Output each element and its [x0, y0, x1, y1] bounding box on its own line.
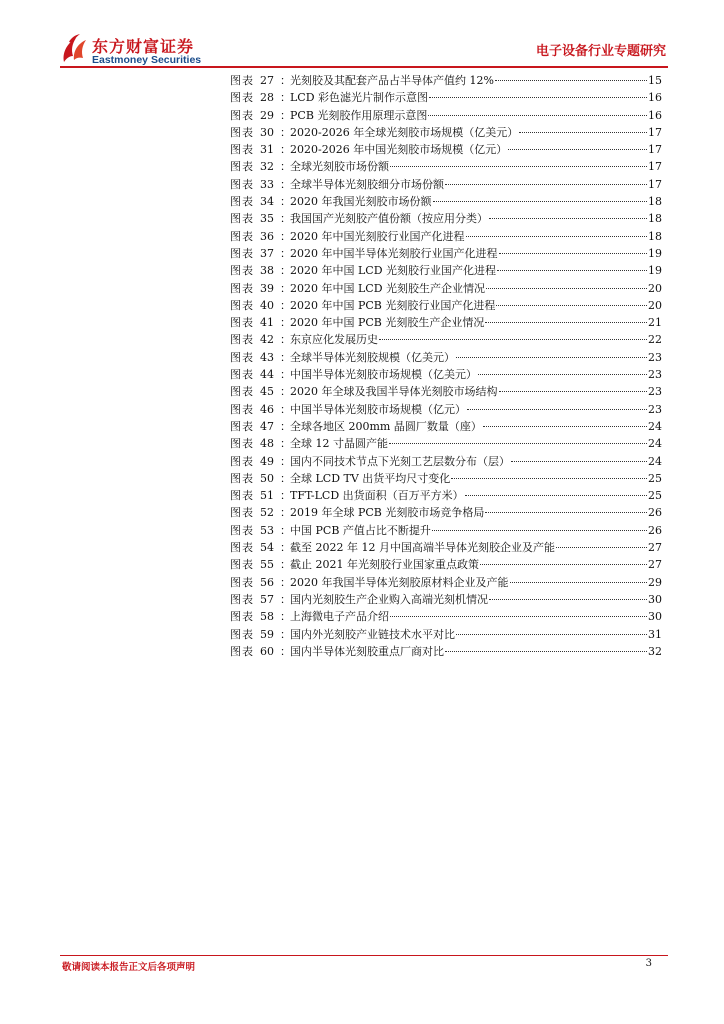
- toc-entry-page: 17: [648, 177, 662, 191]
- toc-entry-label: 图表: [230, 419, 254, 433]
- toc-entry[interactable]: [230, 435, 662, 452]
- toc-entry[interactable]: [230, 72, 662, 89]
- toc-entry[interactable]: [230, 591, 662, 608]
- toc-entry-label: 图表: [230, 74, 254, 87]
- toc-entry-title: 中国 PCB 产值占比不断提升: [290, 523, 431, 537]
- toc-entry-leader: [429, 97, 647, 98]
- toc-entry-leader: [389, 443, 647, 444]
- toc-entry-title: 2019 年全球 PCB 光刻胶市场竞争格局: [290, 506, 485, 520]
- toc-entry-page: 30: [648, 610, 662, 624]
- toc-entry-page: 27: [648, 541, 662, 555]
- toc-entry-separator: ：: [280, 644, 291, 658]
- toc-entry-number: 41: [260, 316, 274, 330]
- toc-entry-separator: ：: [280, 125, 291, 139]
- toc-entry[interactable]: [230, 297, 662, 314]
- toc-entry-title: 2020 年中国 PCB 光刻胶行业国产化进程: [290, 298, 496, 312]
- toc-entry-page: 22: [648, 333, 662, 347]
- figure-index-list: [230, 72, 662, 660]
- toc-entry-title: 国内外光刻胶产业链技术水平对比: [290, 627, 455, 641]
- toc-entry-page: 20: [648, 281, 662, 295]
- toc-entry-label: 图表: [230, 91, 254, 105]
- toc-entry-separator: ：: [280, 454, 291, 468]
- toc-entry-number: 50: [260, 471, 274, 485]
- footer-disclaimer: 敬请阅读本报告正文后各项声明: [62, 962, 196, 973]
- toc-entry-title: 全球 LCD TV 出货平均尺寸变化: [290, 471, 451, 485]
- toc-entry-label: 图表: [230, 592, 254, 606]
- toc-entry-leader: [466, 236, 648, 237]
- toc-entry-page: 30: [648, 592, 662, 606]
- toc-entry-leader: [519, 132, 647, 133]
- toc-entry-label: 图表: [230, 558, 254, 572]
- toc-entry[interactable]: [230, 626, 662, 643]
- toc-entry-leader: [499, 391, 648, 392]
- toc-entry-label: 图表: [230, 229, 254, 243]
- toc-entry[interactable]: [230, 453, 662, 470]
- toc-entry-separator: ：: [280, 195, 291, 209]
- toc-entry[interactable]: [230, 504, 662, 521]
- toc-entry-separator: ：: [280, 575, 291, 589]
- toc-entry-page: 20: [648, 298, 662, 312]
- toc-entry-page: 15: [648, 74, 662, 87]
- toc-entry-label: 图表: [230, 644, 254, 658]
- toc-entry-number: 51: [260, 489, 274, 503]
- toc-entry-title: 全球半导体光刻胶规模（亿美元）: [290, 350, 455, 364]
- toc-entry-label: 图表: [230, 246, 254, 260]
- toc-entry-label: 图表: [230, 489, 254, 503]
- toc-entry-label: 图表: [230, 610, 254, 624]
- toc-entry-number: 49: [260, 454, 274, 468]
- toc-entry-title: 全球半导体光刻胶细分市场份额: [290, 177, 444, 191]
- toc-entry-page: 27: [648, 558, 662, 572]
- toc-entry-title: 2020 年中国 PCB 光刻胶生产企业情况: [290, 316, 485, 330]
- header-divider: [60, 66, 668, 68]
- toc-entry-page: 31: [648, 627, 662, 641]
- toc-entry-separator: ：: [280, 160, 291, 174]
- toc-entry-separator: ：: [280, 212, 291, 226]
- toc-entry-label: 图表: [230, 385, 254, 399]
- toc-entry-leader: [496, 305, 647, 306]
- toc-entry-number: 46: [260, 402, 274, 416]
- toc-entry-number: 34: [260, 195, 274, 209]
- toc-entry-label: 图表: [230, 350, 254, 364]
- toc-entry-leader: [456, 357, 647, 358]
- toc-entry-label: 图表: [230, 212, 254, 226]
- toc-entry-page: 19: [648, 246, 662, 260]
- toc-entry-separator: ：: [280, 385, 291, 399]
- toc-entry-leader: [480, 564, 647, 565]
- toc-entry[interactable]: [230, 418, 662, 435]
- toc-entry-number: 52: [260, 506, 274, 520]
- toc-entry-title: PCB 光刻胶作用原理示意图: [290, 108, 428, 122]
- toc-entry-label: 图表: [230, 575, 254, 589]
- toc-entry-leader: [486, 288, 647, 289]
- toc-entry[interactable]: [230, 107, 662, 124]
- toc-entry-page: 29: [648, 575, 662, 589]
- toc-entry-leader: [432, 530, 647, 531]
- toc-entry-label: 图表: [230, 333, 254, 347]
- toc-entry[interactable]: [230, 608, 662, 625]
- toc-entry-page: 18: [648, 212, 662, 226]
- toc-entry-title: 截至 2022 年 12 月中国高端半导体光刻胶企业及产能: [290, 541, 555, 555]
- toc-entry-leader: [497, 270, 647, 271]
- toc-entry[interactable]: [230, 141, 662, 158]
- page-header: [0, 0, 724, 72]
- toc-entry-separator: ：: [280, 74, 291, 87]
- toc-entry[interactable]: [230, 89, 662, 106]
- toc-entry-page: 19: [648, 264, 662, 278]
- toc-entry-separator: ：: [280, 264, 291, 278]
- toc-entry-number: 38: [260, 264, 274, 278]
- toc-entry-leader: [465, 495, 647, 496]
- toc-entry[interactable]: [230, 228, 662, 245]
- toc-entry[interactable]: [230, 331, 662, 348]
- toc-entry[interactable]: [230, 210, 662, 227]
- toc-entry-separator: ：: [280, 108, 291, 122]
- toc-entry-label: 图表: [230, 454, 254, 468]
- toc-entry-separator: ：: [280, 437, 291, 451]
- toc-entry[interactable]: [230, 262, 662, 279]
- toc-entry[interactable]: [230, 176, 662, 193]
- toc-entry-label: 图表: [230, 195, 254, 209]
- toc-entry-page: 23: [648, 350, 662, 364]
- toc-entry-separator: ：: [280, 281, 291, 295]
- toc-entry-separator: ：: [280, 368, 291, 382]
- toc-entry-label: 图表: [230, 627, 254, 641]
- toc-entry-label: 图表: [230, 506, 254, 520]
- toc-entry-separator: ：: [280, 333, 291, 347]
- toc-entry-separator: ：: [280, 246, 291, 260]
- toc-entry-leader: [379, 339, 647, 340]
- toc-entry-leader: [511, 461, 647, 462]
- toc-entry-leader: [445, 184, 647, 185]
- toc-entry-label: 图表: [230, 437, 254, 451]
- toc-entry-number: 59: [260, 627, 274, 641]
- toc-entry-title: 国内光刻胶生产企业购入高端光刻机情况: [290, 592, 488, 606]
- toc-entry-page: 25: [648, 489, 662, 503]
- brand-name-en: Eastmoney Securities: [92, 54, 202, 66]
- toc-entry-separator: ：: [280, 471, 291, 485]
- toc-entry-title: 2020 年我国光刻胶市场份额: [290, 195, 432, 209]
- toc-entry-leader: [428, 115, 647, 116]
- toc-entry-title: 2020 年中国 LCD 光刻胶行业国产化进程: [290, 264, 497, 278]
- toc-entry-label: 图表: [230, 160, 254, 174]
- toc-entry-title: 2020 年我国半导体光刻胶原材料企业及产能: [290, 575, 509, 589]
- toc-entry-number: 60: [260, 644, 274, 658]
- toc-entry-page: 18: [648, 195, 662, 209]
- toc-entry-page: 17: [648, 143, 662, 157]
- toc-entry-label: 图表: [230, 298, 254, 312]
- toc-entry-leader: [485, 512, 647, 513]
- toc-entry-separator: ：: [280, 506, 291, 520]
- toc-entry-number: 44: [260, 368, 274, 382]
- toc-entry-separator: ：: [280, 402, 291, 416]
- toc-entry-label: 图表: [230, 281, 254, 295]
- toc-entry-number: 54: [260, 541, 274, 555]
- toc-entry-page: 24: [648, 419, 662, 433]
- toc-entry-page: 32: [648, 644, 662, 658]
- brand-name-cn: 东方财富证券: [92, 37, 195, 56]
- toc-entry[interactable]: [230, 487, 662, 504]
- toc-entry-title: 2020-2026 年全球光刻胶市场规模（亿美元）: [290, 125, 519, 139]
- toc-entry-title: 全球 12 寸晶圆产能: [290, 437, 388, 451]
- toc-entry-label: 图表: [230, 368, 254, 382]
- toc-entry-number: 32: [260, 160, 274, 174]
- toc-entry-number: 56: [260, 575, 274, 589]
- toc-entry-label: 图表: [230, 471, 254, 485]
- toc-entry-number: 30: [260, 125, 274, 139]
- toc-entry-separator: ：: [280, 316, 291, 330]
- report-title: 电子设备行业专题研究: [535, 44, 666, 59]
- toc-entry-leader: [390, 166, 647, 167]
- toc-entry-label: 图表: [230, 108, 254, 122]
- toc-entry-page: 18: [648, 229, 662, 243]
- toc-entry-leader: [495, 80, 647, 81]
- toc-entry-number: 40: [260, 298, 274, 312]
- toc-entry-title: 2020-2026 年中国光刻胶市场规模（亿元）: [290, 143, 508, 157]
- toc-entry[interactable]: [230, 556, 662, 573]
- toc-entry-page: 24: [648, 454, 662, 468]
- toc-entry-title: 国内不同技术节点下光刻工艺层数分布（层）: [290, 454, 510, 468]
- toc-entry[interactable]: [230, 193, 662, 210]
- toc-entry-number: 27: [260, 74, 274, 87]
- toc-entry-leader: [433, 201, 648, 202]
- toc-entry-label: 图表: [230, 125, 254, 139]
- toc-entry-number: 58: [260, 610, 274, 624]
- brand-mark-icon: [60, 32, 90, 66]
- toc-entry-title: 国内半导体光刻胶重点厂商对比: [290, 644, 444, 658]
- toc-entry-separator: ：: [280, 177, 291, 191]
- toc-entry[interactable]: [230, 124, 662, 141]
- toc-entry-leader: [445, 651, 647, 652]
- toc-entry-leader: [483, 426, 647, 427]
- toc-entry[interactable]: [230, 158, 662, 175]
- toc-entry-separator: ：: [280, 558, 291, 572]
- toc-entry[interactable]: [230, 245, 662, 262]
- toc-entry-number: 55: [260, 558, 274, 572]
- toc-entry[interactable]: [230, 401, 662, 418]
- toc-entry-title: 2020 年中国光刻胶行业国产化进程: [290, 229, 465, 243]
- toc-entry-page: 23: [648, 368, 662, 382]
- toc-entry-leader: [467, 409, 647, 410]
- toc-entry-title: 2020 年中国半导体光刻胶行业国产化进程: [290, 246, 498, 260]
- toc-entry-page: 24: [648, 437, 662, 451]
- toc-entry-title: LCD 彩色滤光片制作示意图: [290, 91, 429, 105]
- toc-entry-page: 26: [648, 523, 662, 537]
- toc-entry-label: 图表: [230, 143, 254, 157]
- toc-entry-page: 17: [648, 125, 662, 139]
- toc-entry[interactable]: [230, 366, 662, 383]
- page-number: 3: [645, 958, 652, 969]
- toc-entry-leader: [508, 149, 647, 150]
- toc-entry-title: 上海微电子产品介绍: [290, 610, 389, 624]
- toc-entry[interactable]: [230, 522, 662, 539]
- toc-entry-leader: [510, 582, 648, 583]
- toc-entry-label: 图表: [230, 402, 254, 416]
- toc-entry-title: 全球各地区 200mm 晶圆厂数量（座）: [290, 419, 482, 433]
- toc-entry-page: 23: [648, 402, 662, 416]
- toc-entry-separator: ：: [280, 592, 291, 606]
- toc-entry-separator: ：: [280, 91, 291, 105]
- toc-entry-page: 16: [648, 91, 662, 105]
- toc-entry-number: 35: [260, 212, 274, 226]
- toc-entry-number: 36: [260, 229, 274, 243]
- toc-entry-leader: [556, 547, 647, 548]
- toc-entry-leader: [390, 616, 647, 617]
- toc-entry-title: 中国半导体光刻胶市场规模（亿元）: [290, 402, 466, 416]
- toc-entry-number: 39: [260, 281, 274, 295]
- toc-entry[interactable]: [230, 349, 662, 366]
- toc-entry-leader: [451, 478, 647, 479]
- toc-entry-separator: ：: [280, 229, 291, 243]
- toc-entry-label: 图表: [230, 264, 254, 278]
- toc-entry-number: 48: [260, 437, 274, 451]
- toc-entry-separator: ：: [280, 523, 291, 537]
- toc-entry-page: 23: [648, 385, 662, 399]
- toc-entry[interactable]: [230, 383, 662, 400]
- toc-entry-separator: ：: [280, 419, 291, 433]
- toc-entry-number: 47: [260, 419, 274, 433]
- toc-entry-leader: [489, 218, 647, 219]
- toc-entry-title: 东京应化发展历史: [290, 333, 378, 347]
- toc-entry-number: 43: [260, 350, 274, 364]
- toc-entry-leader: [456, 634, 647, 635]
- toc-entry-leader: [489, 599, 647, 600]
- toc-entry-title: 全球光刻胶市场份额: [290, 160, 389, 174]
- toc-entry-separator: ：: [280, 627, 291, 641]
- toc-entry[interactable]: [230, 643, 662, 660]
- toc-entry-separator: ：: [280, 350, 291, 364]
- toc-entry-page: 21: [648, 316, 662, 330]
- toc-entry-title: 截止 2021 年光刻胶行业国家重点政策: [290, 558, 479, 572]
- toc-entry-label: 图表: [230, 316, 254, 330]
- toc-entry-separator: ：: [280, 143, 291, 157]
- toc-entry[interactable]: [230, 470, 662, 487]
- toc-entry-separator: ：: [280, 489, 291, 503]
- toc-entry-label: 图表: [230, 177, 254, 191]
- toc-entry-number: 28: [260, 91, 274, 105]
- toc-entry-separator: ：: [280, 610, 291, 624]
- toc-entry-title: 中国半导体光刻胶市场规模（亿美元）: [290, 368, 477, 382]
- toc-entry-number: 53: [260, 523, 274, 537]
- toc-entry-separator: ：: [280, 298, 291, 312]
- toc-entry-title: 2020 年全球及我国半导体光刻胶市场结构: [290, 385, 498, 399]
- toc-entry-page: 17: [648, 160, 662, 174]
- toc-entry-label: 图表: [230, 541, 254, 555]
- footer-divider: [60, 955, 668, 956]
- toc-entry-page: 26: [648, 506, 662, 520]
- toc-entry-number: 29: [260, 108, 274, 122]
- toc-entry-title: 我国国产光刻胶产值份额（按应用分类）: [290, 212, 488, 226]
- toc-entry-number: 33: [260, 177, 274, 191]
- toc-entry-page: 25: [648, 471, 662, 485]
- toc-entry-number: 42: [260, 333, 274, 347]
- toc-entry-number: 57: [260, 592, 274, 606]
- toc-entry[interactable]: [230, 314, 662, 331]
- toc-entry-page: 16: [648, 108, 662, 122]
- toc-entry[interactable]: [230, 539, 662, 556]
- toc-entry-number: 45: [260, 385, 274, 399]
- toc-entry[interactable]: [230, 280, 662, 297]
- toc-entry-leader: [485, 322, 647, 323]
- toc-entry-leader: [499, 253, 648, 254]
- toc-entry-leader: [478, 374, 647, 375]
- toc-entry-title: 2020 年中国 LCD 光刻胶生产企业情况: [290, 281, 486, 295]
- toc-entry-number: 37: [260, 246, 274, 260]
- toc-entry[interactable]: [230, 574, 662, 591]
- toc-entry-label: 图表: [230, 523, 254, 537]
- toc-entry-separator: ：: [280, 541, 291, 555]
- toc-entry-number: 31: [260, 143, 274, 157]
- toc-entry-title: TFT-LCD 出货面积（百万平方米）: [290, 489, 464, 503]
- toc-entry-title: 光刻胶及其配套产品占半导体产值约 12%: [290, 74, 494, 87]
